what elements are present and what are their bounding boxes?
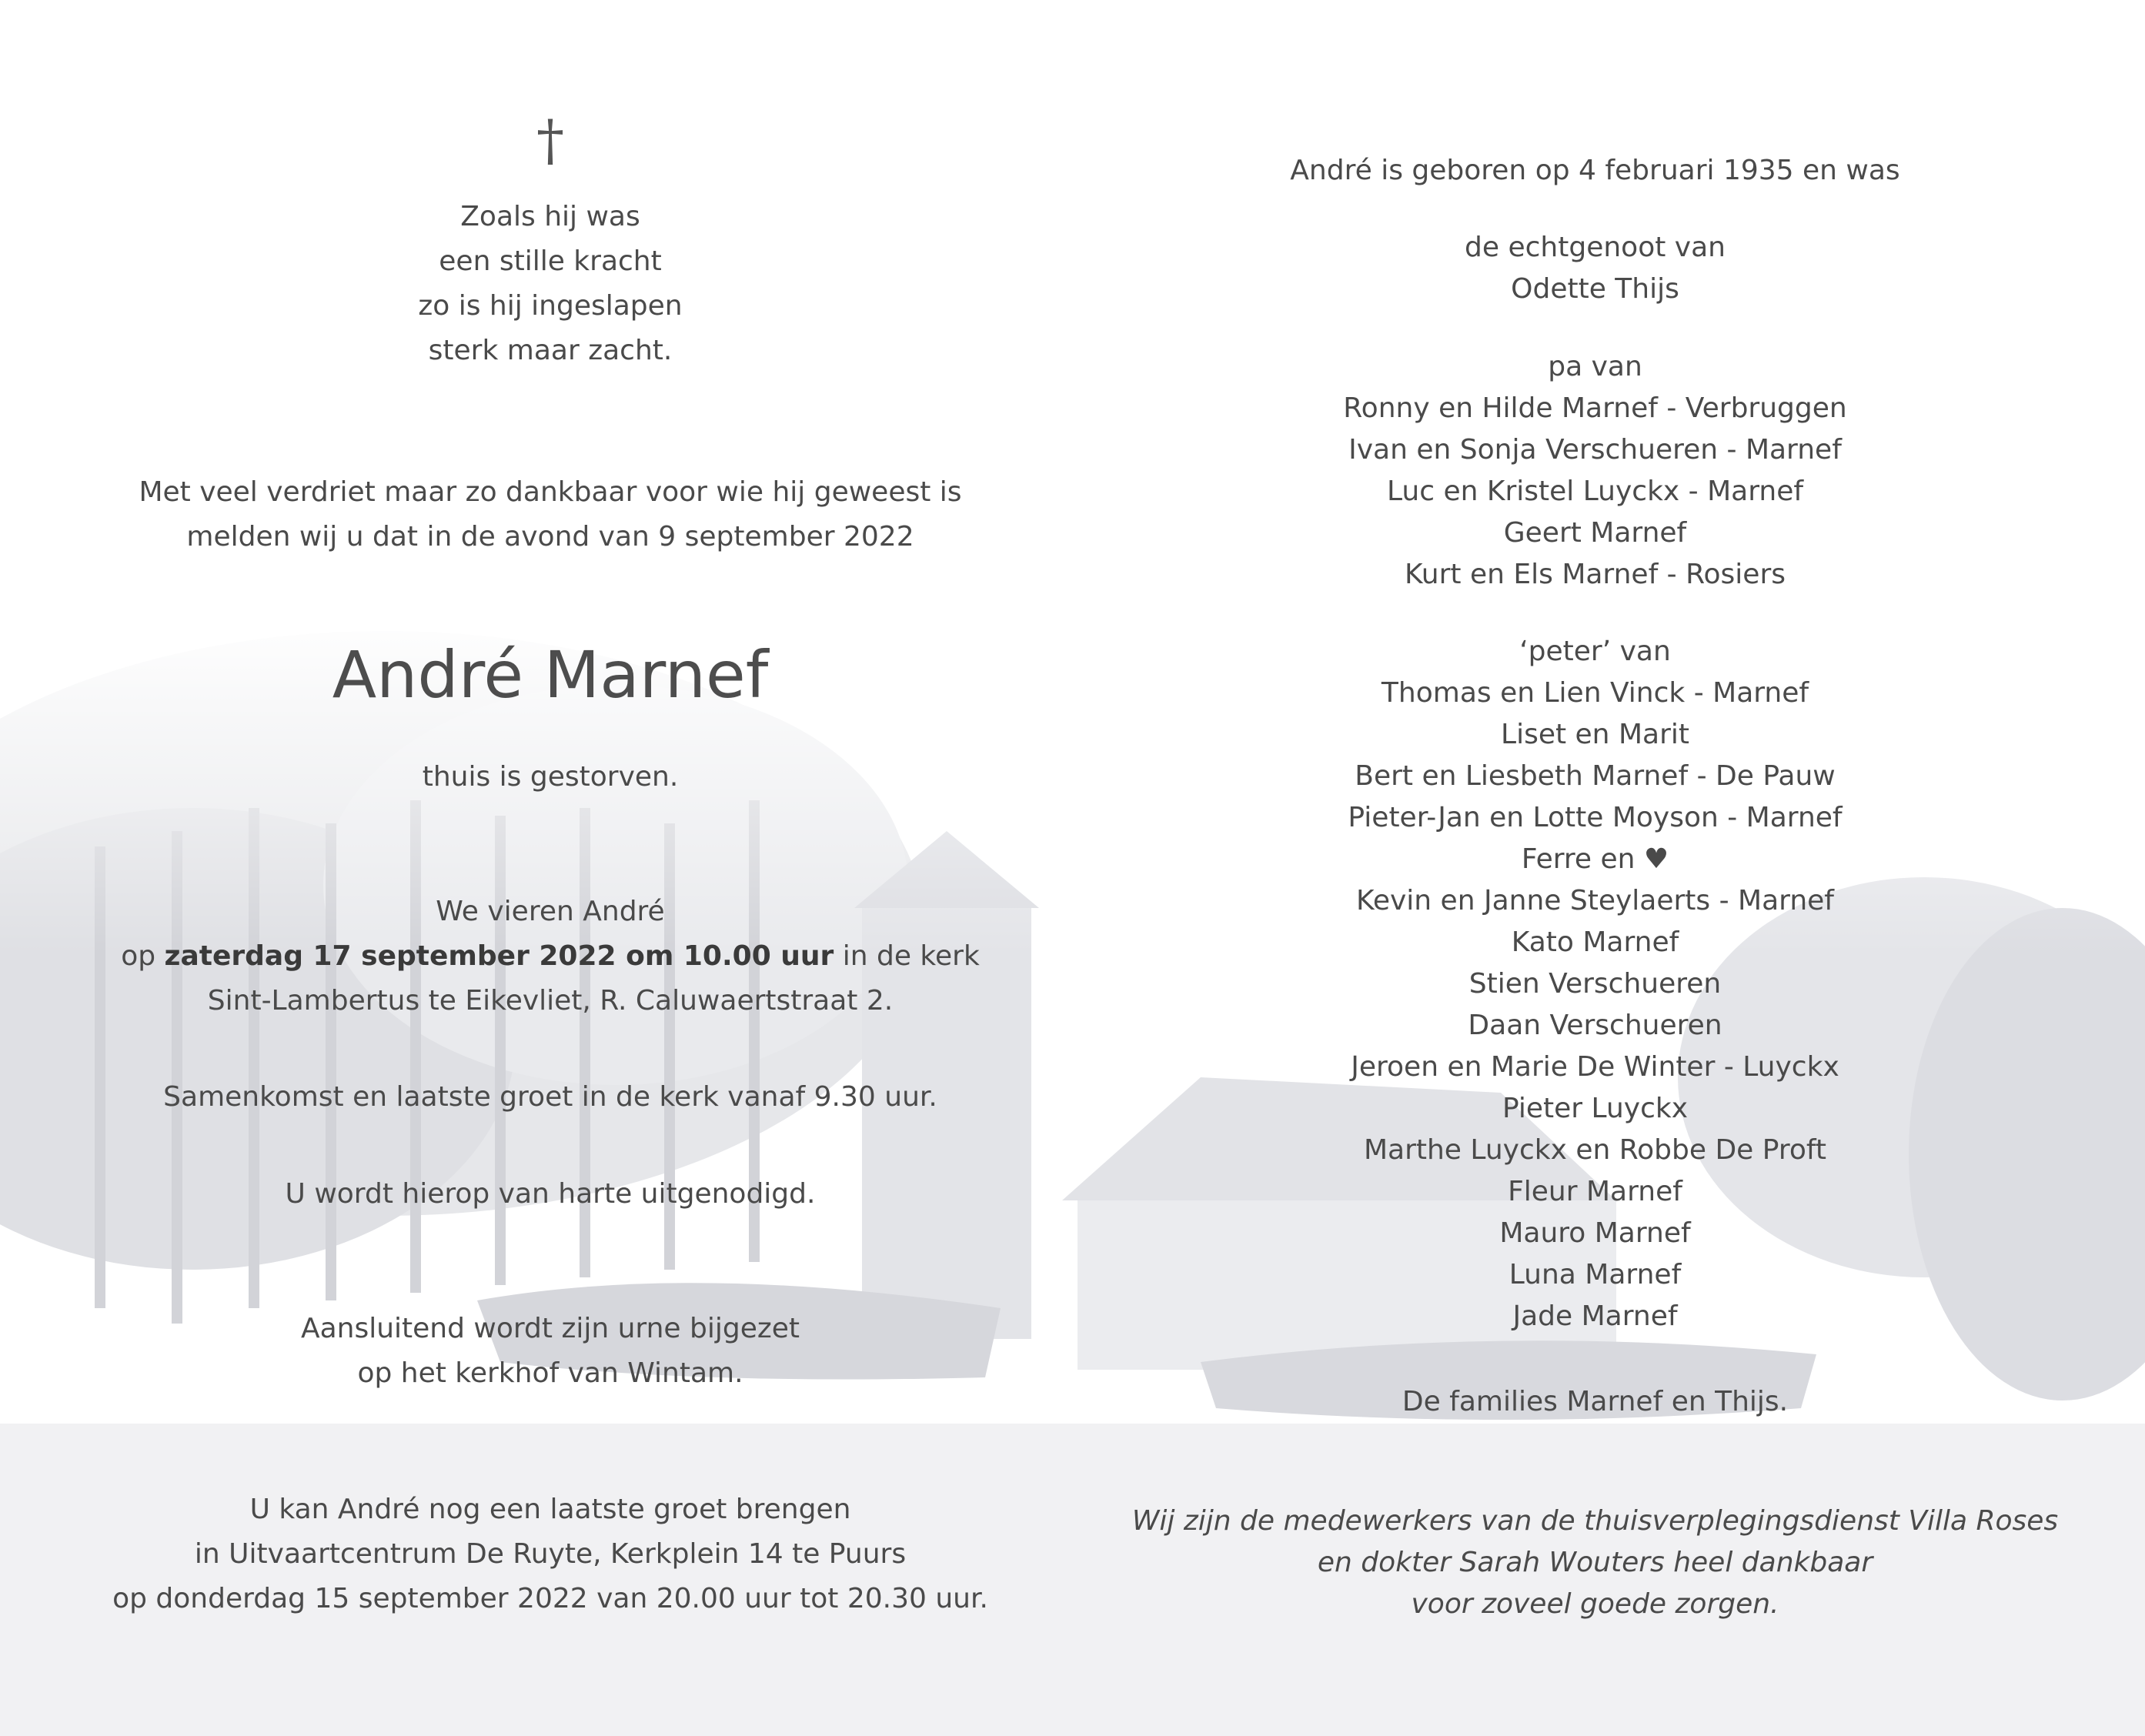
grandchild-entry: Bert en Liesbeth Marnef - De Pauw [1355,760,1836,792]
child-entry: Kurt en Els Marnef - Rosiers [1404,559,1786,590]
announcement-line: melden wij u dat in de avond van 9 september 2022 [186,521,914,553]
grandchild-entry: Luna Marnef [1509,1259,1682,1290]
grandchild-entry: Thomas en Lien Vinck - Marnef [1381,677,1809,709]
grandchild-entry: Jeroen en Marie De Winter - Luyckx [1351,1051,1839,1083]
child-entry: Geert Marnef [1503,517,1687,549]
child-entry: Luc en Kristel Luyckx - Marnef [1386,476,1804,507]
children-intro: pa van [1548,351,1642,382]
burial-line: Aansluitend wordt zijn urne bijgezet [300,1313,800,1344]
grandchild-entry: Pieter-Jan en Lotte Moyson - Marnef [1348,802,1843,833]
service-date-suffix: in de kerk [834,940,980,972]
grandchild-entry: Fleur Marnef [1508,1176,1682,1207]
burial-line: op het kerkhof van Wintam. [357,1357,743,1389]
grandchild-entry: Daan Verschueren [1468,1010,1722,1041]
grandchild-entry: Liset en Marit [1501,719,1689,750]
cross-symbol: † [536,108,564,172]
poem-line: zo is hij ingeslapen [418,290,683,322]
service-location: Sint-Lambertus te Eikevliet, R. Caluwaertstraat 2. [207,985,894,1017]
grandchild-entry: Pieter Luyckx [1502,1093,1689,1124]
farewell-line: in Uitvaartcentrum De Ruyte, Kerkplein 14 te Puurs [194,1538,907,1570]
poem-line: Zoals hij was [460,201,640,232]
thanks-line: Wij zijn de medewerkers van de thuisverplegingsdienst Villa Roses [1131,1505,2059,1537]
spouse-intro: de echtgenoot van [1465,232,1726,263]
grandchild-entry: Kato Marnef [1511,926,1679,958]
families-signature: De families Marnef en Thijs. [1402,1386,1789,1417]
died-at-text: thuis is gestorven. [422,761,679,793]
poem-line: sterk maar zacht. [428,335,673,366]
grandchild-entry: Marthe Luyckx en Robbe De Proft [1363,1134,1827,1166]
thanks-line: voor zoveel goede zorgen. [1411,1588,1779,1620]
grandchild-entry: Stien Verschueren [1468,968,1722,1000]
grandchild-entry: Mauro Marnef [1499,1217,1691,1249]
grandchildren-intro: ‘peter’ van [1519,636,1671,667]
farewell-line: U kan André nog een laatste groet brengen [249,1494,851,1525]
deceased-name: André Marnef [332,637,769,713]
poem-line: een stille kracht [439,245,662,277]
service-intro: We vieren André [436,896,665,927]
child-entry: Ivan en Sonja Verschueren - Marnef [1348,434,1842,466]
farewell-line: op donderdag 15 september 2022 van 20.00 uur tot 20.30 uur. [112,1583,988,1614]
child-entry: Ronny en Hilde Marnef - Verbruggen [1343,392,1847,424]
birth-text: André is geboren op 4 februari 1935 en was [1290,155,1900,186]
grandchild-entry: Kevin en Janne Steylaerts - Marnef [1356,885,1834,916]
invitation-text: U wordt hierop van harte uitgenodigd. [285,1178,816,1210]
announcement-line: Met veel verdriet maar zo dankbaar voor wie hij geweest is [139,476,962,508]
grandchild-entry: Jade Marnef [1512,1300,1678,1332]
gathering-text: Samenkomst en laatste groet in de kerk vanaf 9.30 uur. [163,1081,937,1113]
grandchild-entry: Ferre en ♥ [1521,843,1669,875]
service-date: zaterdag 17 september 2022 om 10.00 uur [164,940,834,972]
service-date-prefix: op [121,940,165,972]
spouse-name: Odette Thijs [1511,273,1679,305]
thanks-line: en dokter Sarah Wouters heel dankbaar [1317,1547,1873,1578]
service-date-line [54,938,1047,975]
